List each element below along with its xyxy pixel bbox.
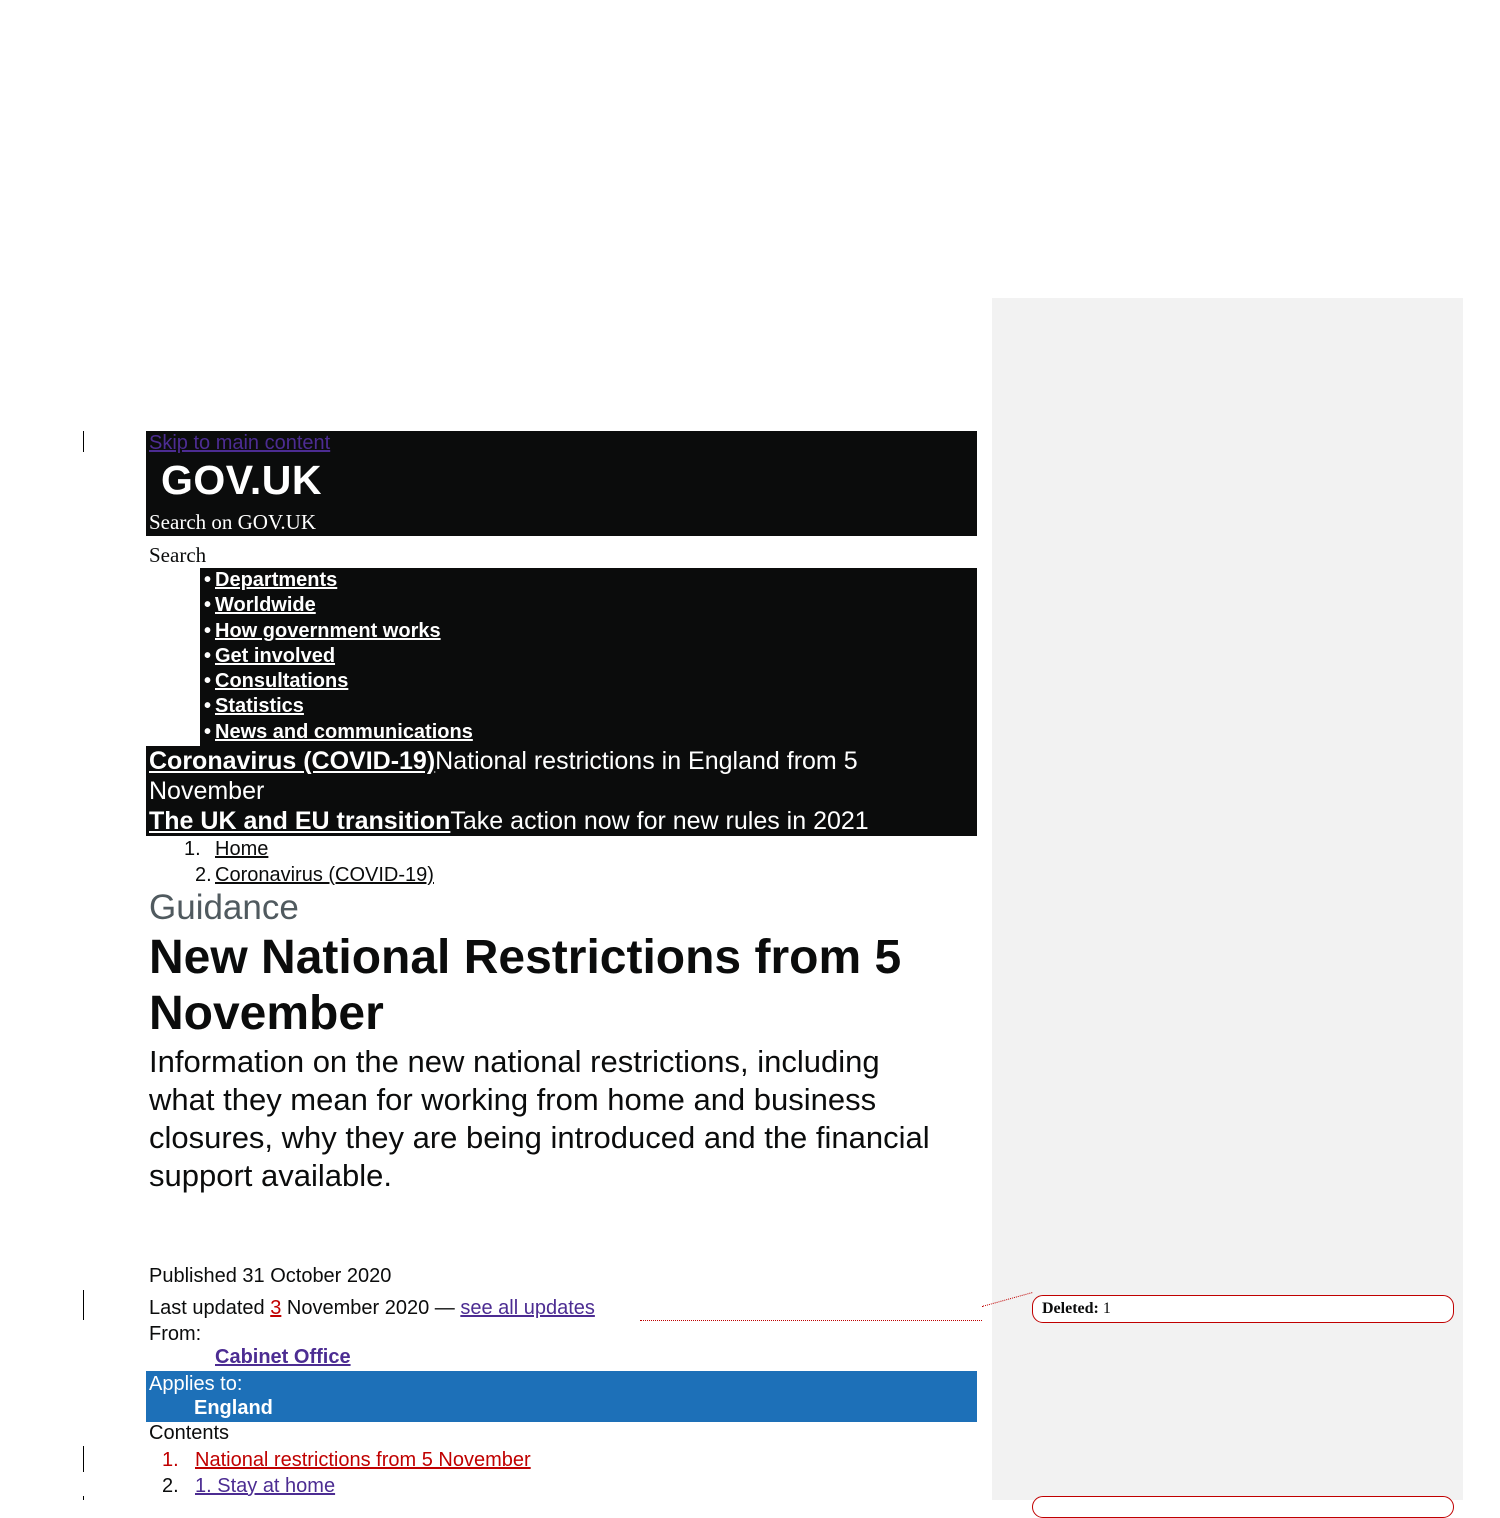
breadcrumb-item: 1. Home	[184, 838, 269, 860]
applies-to-label: Applies to:	[149, 1373, 243, 1395]
applies-to-box	[146, 1371, 977, 1422]
eu-transition-banner	[149, 806, 869, 836]
contents-link-stay-at-home[interactable]: 1. Stay at home	[195, 1475, 336, 1497]
nav-item-statistics[interactable]: • Statistics	[203, 695, 304, 717]
govuk-logo[interactable]: GOV.UK	[161, 457, 322, 503]
comment-balloon[interactable]	[1032, 1496, 1454, 1518]
last-updated: Last updated 3 November 2020 — see all updates	[149, 1297, 595, 1319]
comment-leader-line	[640, 1320, 982, 1321]
see-all-updates-link[interactable]: see all updates	[460, 1297, 595, 1319]
from-label: From:	[149, 1323, 202, 1345]
deleted-label: Deleted:	[1042, 1300, 1099, 1317]
tracked-insertion: 3	[270, 1297, 282, 1319]
eu-transition-text: Take action now for new rules in 2021	[450, 807, 869, 835]
covid-banner-link[interactable]: Coronavirus (COVID-19)	[149, 747, 436, 775]
nav-item-get-involved[interactable]: • Get involved	[203, 645, 336, 667]
deleted-value: 1	[1098, 1300, 1111, 1317]
change-bar	[83, 1290, 84, 1320]
change-bar	[83, 1496, 84, 1500]
site-header	[146, 431, 977, 536]
eu-transition-link[interactable]: The UK and EU transition	[149, 807, 451, 835]
contents-item: 2. 1. Stay at home	[162, 1475, 336, 1497]
deleted-comment-balloon[interactable]	[1032, 1295, 1454, 1323]
nav-item-departments[interactable]: • Departments	[203, 569, 338, 591]
nav-item-how-government-works[interactable]: • How government works	[203, 620, 441, 642]
applies-to-value: England	[194, 1397, 273, 1419]
nav-item-news-and-communications[interactable]: • News and communications	[203, 721, 473, 743]
organisation-link[interactable]: Cabinet Office	[215, 1346, 351, 1368]
nav-item-worldwide[interactable]: • Worldwide	[203, 594, 316, 616]
nav-item-consultations[interactable]: • Consultations	[203, 670, 349, 692]
document-type: Guidance	[149, 888, 299, 927]
contents-item: 1. National restrictions from 5 November	[162, 1449, 531, 1471]
covid-banner-text: National restrictions in England from 5	[435, 747, 858, 775]
lead-paragraph: Information on the new national restrictions, including what they mean for working from home and business closures, why they are being introduced and the financial support available.	[149, 1044, 930, 1193]
breadcrumb-item: 2. Coronavirus (COVID-19)	[195, 864, 434, 886]
change-bar	[83, 1446, 84, 1472]
search-label: Search on GOV.UK	[149, 510, 317, 534]
main-nav	[200, 568, 977, 746]
covid-banner-text-line-2: November	[149, 777, 265, 805]
skip-to-main-link[interactable]: Skip to main content	[149, 432, 331, 454]
page-title: New National Restrictions from 5 November	[149, 931, 902, 1040]
contents-link-national-restrictions[interactable]: National restrictions from 5 November	[195, 1449, 531, 1471]
breadcrumb-link-home[interactable]: Home	[215, 838, 269, 860]
contents-heading: Contents	[149, 1422, 230, 1444]
published-date: Published 31 October 2020	[149, 1265, 392, 1287]
search-button[interactable]: Search	[149, 543, 207, 567]
breadcrumb-link-coronavirus[interactable]: Coronavirus (COVID-19)	[215, 864, 434, 886]
covid-banner	[149, 746, 858, 776]
global-banners	[146, 746, 977, 836]
change-bar	[83, 431, 84, 452]
